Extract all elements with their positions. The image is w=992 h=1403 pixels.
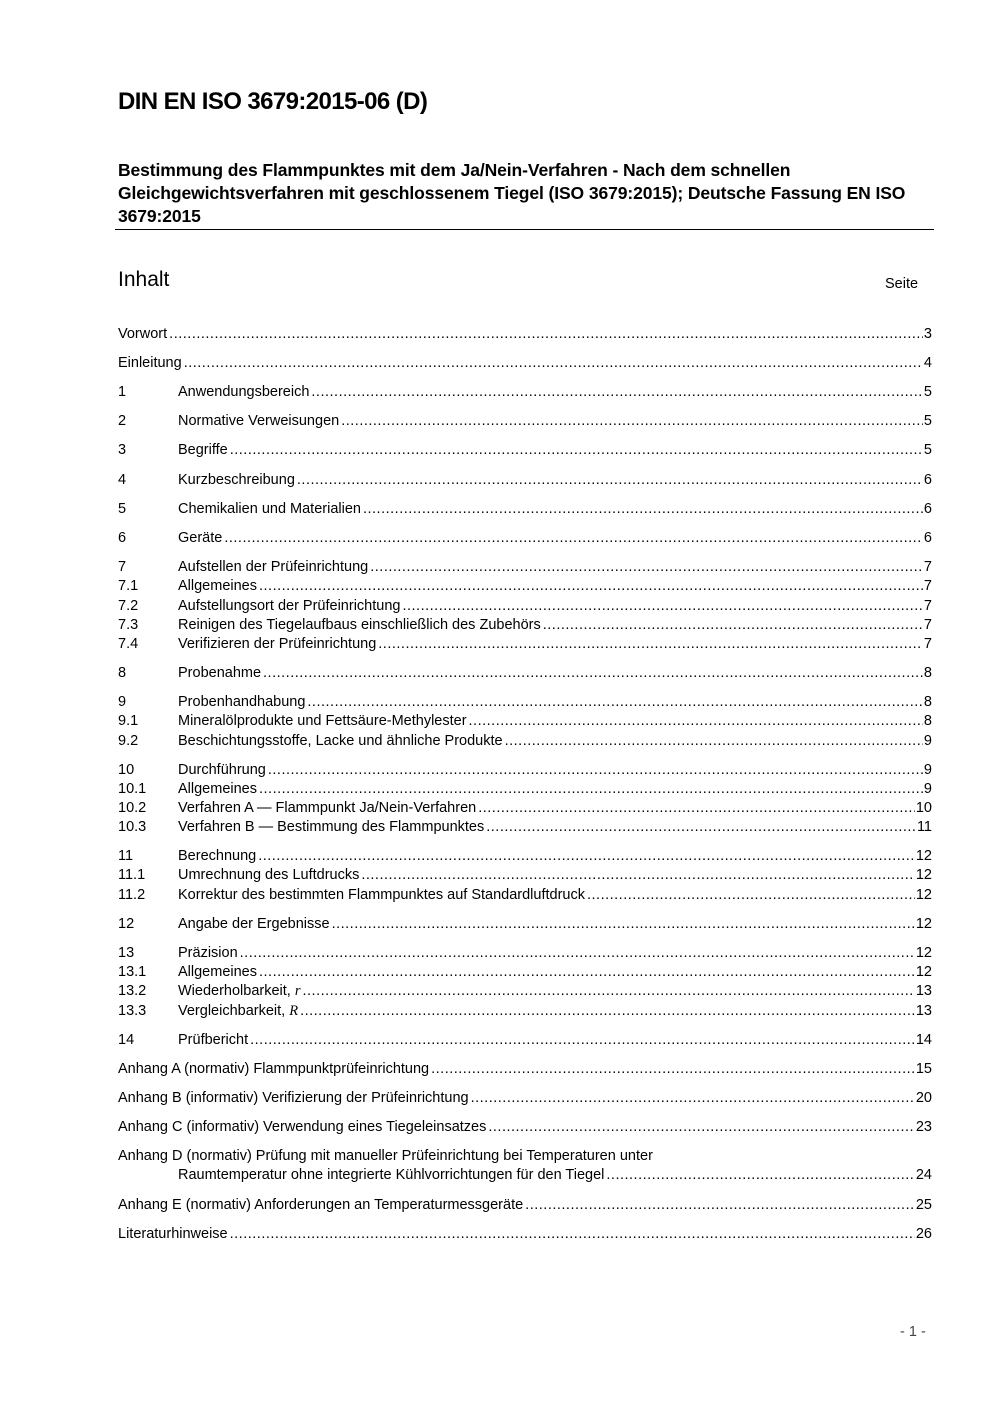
toc-dot-leader bbox=[341, 412, 923, 431]
toc-dot-leader bbox=[259, 577, 923, 596]
toc-entry-page: 3 bbox=[923, 326, 932, 342]
toc-entry[interactable] bbox=[118, 799, 932, 818]
page-number: - 1 - bbox=[900, 1324, 926, 1340]
toc-entry-number: 8 bbox=[118, 665, 127, 681]
toc-entry-number: 12 bbox=[118, 916, 135, 932]
toc-dot-leader bbox=[469, 712, 923, 731]
toc-entry-page: 7 bbox=[923, 617, 932, 633]
toc-entry-label: Prüfbericht bbox=[178, 1032, 249, 1048]
toc-entry-label: Wiederholbarkeit, bbox=[178, 983, 291, 999]
toc-entry[interactable] bbox=[118, 818, 932, 837]
toc-entry-page: 13 bbox=[915, 983, 932, 999]
toc-page-column-label: Seite bbox=[885, 276, 919, 292]
toc-entry[interactable] bbox=[118, 1089, 932, 1108]
toc-entry[interactable] bbox=[118, 866, 932, 885]
toc-entry-label: Vorwort bbox=[118, 326, 168, 342]
toc-entry-page: 9 bbox=[923, 733, 932, 749]
toc-dot-leader bbox=[268, 761, 923, 780]
toc-dot-leader bbox=[363, 500, 923, 519]
toc-entry-number: 9.1 bbox=[118, 713, 139, 729]
toc-entry-page: 12 bbox=[915, 867, 932, 883]
title-divider bbox=[115, 229, 934, 230]
toc-entry-number: 7.1 bbox=[118, 578, 139, 594]
toc-entry-label: Anhang A (normativ) Flammpunktprüfeinrichtung bbox=[118, 1061, 430, 1077]
toc-entry-number: 5 bbox=[118, 501, 127, 517]
toc-dot-leader bbox=[378, 635, 923, 654]
toc-entry-label[interactable]: Anhang D (normativ) Prüfung mit manueller Prüfeinrichtung bei Temperaturen unter bbox=[118, 1148, 653, 1164]
toc-entry-label: Raumtemperatur ohne integrierte Kühlvorrichtungen für den Tiegel bbox=[178, 1167, 605, 1183]
toc-entry-number: 4 bbox=[118, 472, 127, 488]
toc-entry-page: 5 bbox=[923, 413, 932, 429]
toc-dot-leader bbox=[263, 664, 923, 683]
toc-entry[interactable] bbox=[118, 712, 932, 731]
toc-dot-leader bbox=[471, 1089, 915, 1108]
toc-entry-page: 8 bbox=[923, 665, 932, 681]
toc-entry-page: 8 bbox=[923, 694, 932, 710]
toc-dot-leader bbox=[525, 1196, 915, 1215]
toc-entry-page: 7 bbox=[923, 559, 932, 575]
toc-entry[interactable] bbox=[118, 1196, 932, 1215]
toc-entry[interactable] bbox=[118, 441, 932, 460]
toc-heading: Inhalt bbox=[118, 268, 170, 291]
document-title: Bestimmung des Flammpunktes mit dem Ja/Nein-Verfahren - Nach dem schnellen Gleichgewichtsverfahren mit geschlossenem Tiegel (ISO 3679:2015); Deutsche Fassung EN ISO 3679:2015 bbox=[118, 160, 906, 226]
toc-entry-page: 6 bbox=[923, 530, 932, 546]
toc-entry-number: 2 bbox=[118, 413, 127, 429]
toc-dot-leader bbox=[311, 383, 923, 402]
toc-dot-leader bbox=[302, 982, 914, 1001]
toc-entry-page: 12 bbox=[915, 916, 932, 932]
toc-dot-leader bbox=[230, 441, 923, 460]
toc-entry-label: Anhang E (normativ) Anforderungen an Temperaturmessgeräte bbox=[118, 1197, 524, 1213]
toc-entry-number: 11.2 bbox=[118, 887, 146, 903]
toc-entry-page: 14 bbox=[915, 1032, 932, 1048]
toc-entry-page: 6 bbox=[923, 472, 932, 488]
toc-entry-number: 6 bbox=[118, 530, 127, 546]
toc-entry[interactable] bbox=[118, 1166, 932, 1185]
toc-dot-leader bbox=[230, 1225, 915, 1244]
toc-dot-leader bbox=[184, 354, 923, 373]
toc-entry-number: 1 bbox=[118, 384, 127, 400]
toc-entry-number: 7.2 bbox=[118, 598, 139, 614]
toc-entry[interactable] bbox=[118, 693, 932, 712]
toc-dot-leader bbox=[606, 1166, 914, 1185]
toc-entry[interactable] bbox=[118, 1118, 932, 1137]
toc-entry-label: Vergleichbarkeit, bbox=[178, 1003, 286, 1019]
toc-entry-label: Verifizieren der Prüfeinrichtung bbox=[178, 636, 377, 652]
toc-entry[interactable] bbox=[118, 597, 932, 616]
toc-entry-label: Aufstellen der Prüfeinrichtung bbox=[178, 559, 369, 575]
toc-entry[interactable] bbox=[118, 915, 932, 934]
toc-entry-number: 3 bbox=[118, 442, 127, 458]
toc-entry[interactable] bbox=[118, 847, 932, 866]
toc-entry[interactable] bbox=[118, 732, 932, 751]
toc-entry-page: 7 bbox=[923, 578, 932, 594]
toc-entry-label: Probenhandhabung bbox=[178, 694, 306, 710]
toc-entry[interactable] bbox=[118, 1002, 932, 1021]
toc-dot-leader bbox=[240, 944, 915, 963]
toc-entry-number: 11.1 bbox=[118, 867, 146, 883]
toc-entry-label: Anhang B (informativ) Verifizierung der Prüfeinrichtung bbox=[118, 1090, 469, 1106]
toc-entry[interactable] bbox=[118, 963, 932, 982]
toc-entry-label: Angabe der Ergebnisse bbox=[178, 916, 330, 932]
toc-dot-leader bbox=[431, 1060, 915, 1079]
toc-entry-label: Begriffe bbox=[178, 442, 228, 458]
toc-entry-label: Beschichtungsstoffe, Lacke und ähnliche Produkte bbox=[178, 733, 503, 749]
toc-entry[interactable] bbox=[118, 529, 932, 548]
toc-dot-leader bbox=[250, 1031, 915, 1050]
toc-entry-page: 8 bbox=[923, 713, 932, 729]
toc-entry-number: 7 bbox=[118, 559, 127, 575]
toc-entry-number: 7.3 bbox=[118, 617, 139, 633]
toc-entry[interactable] bbox=[118, 982, 932, 1001]
toc-dot-leader bbox=[300, 1002, 915, 1021]
toc-entry-label: Chemikalien und Materialien bbox=[178, 501, 361, 517]
toc-entry-page: 5 bbox=[923, 384, 932, 400]
toc-entry-page: 4 bbox=[923, 355, 932, 371]
toc-entry-label: Probenahme bbox=[178, 665, 262, 681]
toc-dot-leader bbox=[587, 886, 915, 905]
toc-dot-leader bbox=[361, 866, 915, 885]
toc-entry[interactable] bbox=[118, 664, 932, 683]
toc-entry-page: 20 bbox=[915, 1090, 932, 1106]
toc-entry-page: 23 bbox=[915, 1119, 932, 1135]
toc-entry[interactable] bbox=[118, 383, 932, 402]
toc-dot-leader bbox=[307, 693, 923, 712]
toc-entry-page: 13 bbox=[915, 1003, 932, 1019]
toc-entry-number: 9 bbox=[118, 694, 127, 710]
toc-entry-label: Durchführung bbox=[178, 762, 266, 778]
toc-entry-number: 13.1 bbox=[118, 964, 147, 980]
toc-entry-number: 7.4 bbox=[118, 636, 139, 652]
toc-entry-label: Geräte bbox=[178, 530, 223, 546]
toc-entry[interactable] bbox=[118, 635, 932, 654]
toc-entry-label: Korrektur des bestimmten Flammpunktes auf Standardluftdruck bbox=[178, 887, 585, 903]
document-id: DIN EN ISO 3679:2015-06 (D) bbox=[118, 88, 428, 115]
toc-entry-page: 15 bbox=[915, 1061, 932, 1077]
toc-entry[interactable] bbox=[118, 354, 932, 373]
toc-entry[interactable] bbox=[118, 780, 932, 799]
toc-entry-page: 7 bbox=[923, 598, 932, 614]
toc-entry-label: Reinigen des Tiegelaufbaus einschließlich des Zubehörs bbox=[178, 617, 541, 633]
toc-entry[interactable] bbox=[118, 1031, 932, 1050]
toc-entry-label: Normative Verweisungen bbox=[178, 413, 340, 429]
toc-entry-label: Anhang C (informativ) Verwendung eines Tiegeleinsatzes bbox=[118, 1119, 487, 1135]
toc-entry-label: Verfahren B — Bestimmung des Flammpunktes bbox=[178, 819, 485, 835]
toc-entry-page: 9 bbox=[923, 781, 932, 797]
toc-dot-leader bbox=[505, 732, 923, 751]
toc-entry-page: 12 bbox=[915, 848, 932, 864]
toc-entry-label: Allgemeines bbox=[178, 578, 257, 594]
toc-dot-leader bbox=[402, 597, 922, 616]
toc-dot-leader bbox=[488, 1118, 915, 1137]
toc-entry-label: Aufstellungsort der Prüfeinrichtung bbox=[178, 598, 401, 614]
toc-entry[interactable] bbox=[118, 500, 932, 519]
toc-entry-page: 5 bbox=[923, 442, 932, 458]
toc-dot-leader bbox=[259, 963, 915, 982]
toc-entry-page: 10 bbox=[915, 800, 932, 816]
toc-dot-leader bbox=[332, 915, 915, 934]
toc-entry[interactable] bbox=[118, 325, 932, 344]
toc-entry-number: 10.2 bbox=[118, 800, 147, 816]
toc-entry[interactable] bbox=[118, 886, 932, 905]
toc-entry-page: 11 bbox=[916, 819, 932, 835]
toc-dot-leader bbox=[259, 780, 923, 799]
toc-dot-leader bbox=[543, 616, 923, 635]
toc-entry-page: 12 bbox=[915, 945, 932, 961]
toc-entry[interactable] bbox=[118, 412, 932, 431]
toc-dot-leader bbox=[297, 471, 923, 490]
toc-dot-leader bbox=[169, 325, 923, 344]
toc-entry-label: Einleitung bbox=[118, 355, 182, 371]
toc-entry-number: 9.2 bbox=[118, 733, 139, 749]
toc-entry-number: 10 bbox=[118, 762, 135, 778]
toc-entry-label: Literaturhinweise bbox=[118, 1226, 228, 1242]
toc-entry-page: 12 bbox=[915, 887, 932, 903]
toc-entry-number: 10.3 bbox=[118, 819, 147, 835]
toc-entry-page: 7 bbox=[923, 636, 932, 652]
toc-entry-label: Mineralölprodukte und Fettsäure-Methylester bbox=[178, 713, 467, 729]
toc-entry-number: 11 bbox=[118, 848, 134, 864]
toc-entry-page: 24 bbox=[915, 1167, 932, 1183]
toc-entry-label: Anwendungsbereich bbox=[178, 384, 310, 400]
toc-entry[interactable] bbox=[118, 1225, 932, 1244]
toc-entry-label: Verfahren A — Flammpunkt Ja/Nein-Verfahren bbox=[178, 800, 477, 816]
toc-entry[interactable] bbox=[118, 1060, 932, 1079]
toc-dot-leader bbox=[224, 529, 923, 548]
toc-dot-leader bbox=[478, 799, 915, 818]
toc-entry[interactable] bbox=[118, 944, 932, 963]
toc-dot-leader bbox=[258, 847, 915, 866]
toc-entry[interactable] bbox=[118, 471, 932, 490]
toc-entry-number: 13 bbox=[118, 945, 135, 961]
toc-entry-page: 9 bbox=[923, 762, 932, 778]
toc-entry-label: Kurzbeschreibung bbox=[178, 472, 295, 488]
toc-entry-page: 12 bbox=[915, 964, 932, 980]
toc-entry[interactable] bbox=[118, 558, 932, 577]
toc-entry-label: Präzision bbox=[178, 945, 238, 961]
toc-entry-label: Allgemeines bbox=[178, 964, 257, 980]
toc-dot-leader bbox=[370, 558, 923, 577]
toc-entry-label: Berechnung bbox=[178, 848, 257, 864]
toc-entry-page: 25 bbox=[915, 1197, 932, 1213]
toc-entry-page: 6 bbox=[923, 501, 932, 517]
toc-entry-page: 26 bbox=[915, 1226, 932, 1242]
toc-entry[interactable] bbox=[118, 616, 932, 635]
toc-dot-leader bbox=[486, 818, 916, 837]
toc-entry-number: 10.1 bbox=[118, 781, 147, 797]
toc-entry-number: 13.2 bbox=[118, 983, 147, 999]
toc-entry-label: Allgemeines bbox=[178, 781, 257, 797]
toc-entry-number: 13.3 bbox=[118, 1003, 147, 1019]
toc-entry-label: Umrechnung des Luftdrucks bbox=[178, 867, 360, 883]
toc-entry-symbol: R bbox=[289, 1003, 299, 1019]
toc-entry[interactable] bbox=[118, 761, 932, 780]
toc-entry-number: 14 bbox=[118, 1032, 135, 1048]
toc-entry-symbol: r bbox=[294, 983, 301, 999]
toc-entry[interactable] bbox=[118, 577, 932, 596]
